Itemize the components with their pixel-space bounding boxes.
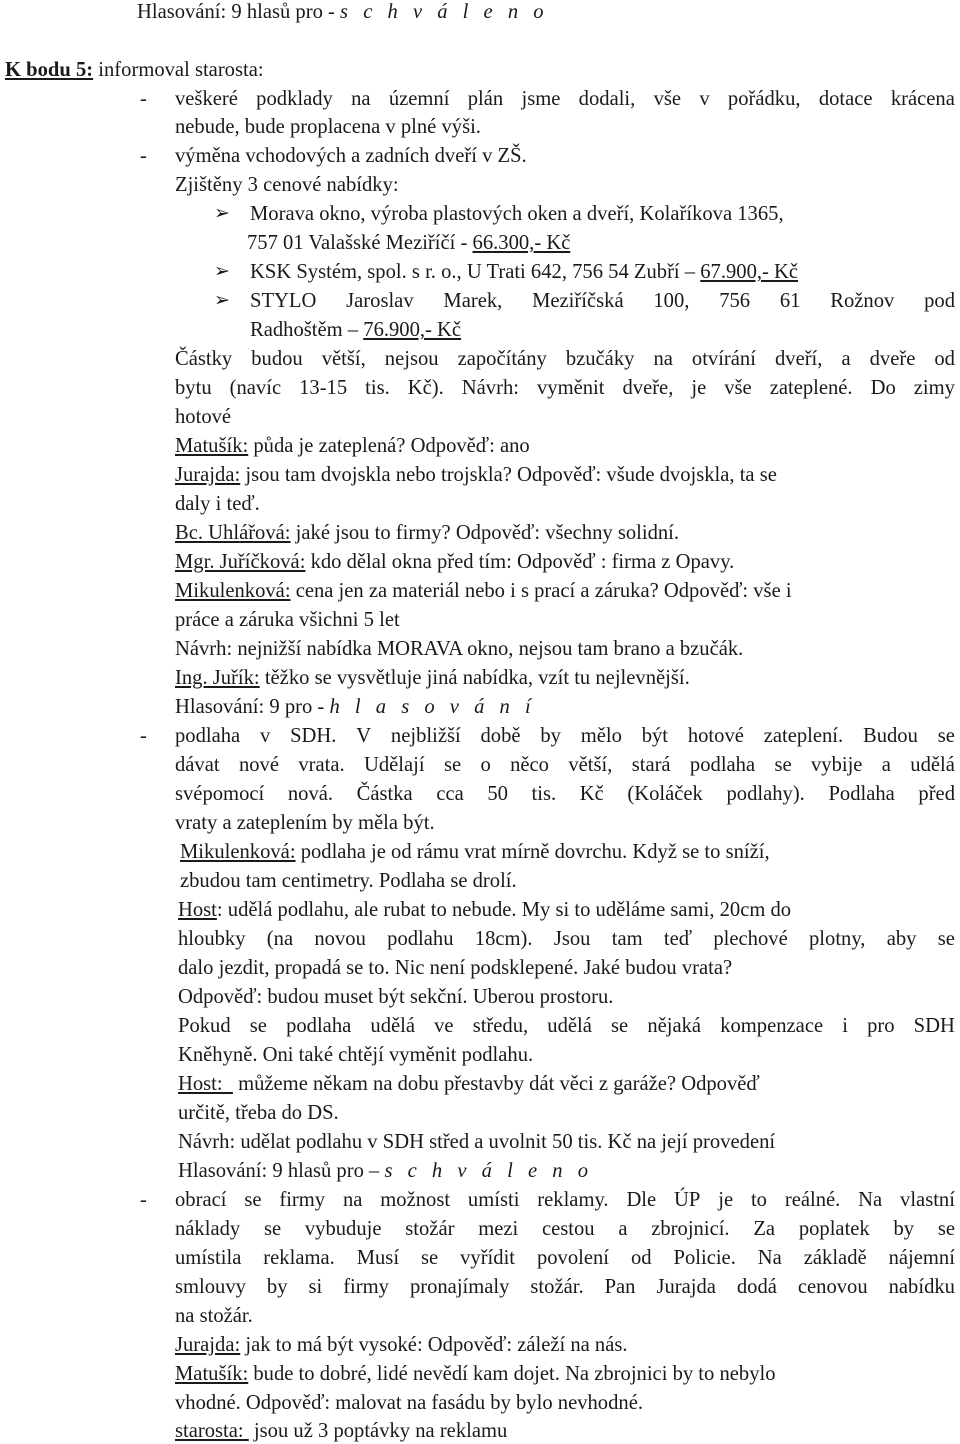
word: V — [356, 725, 372, 747]
word: ÚP — [674, 1189, 701, 1211]
word: Policie. — [673, 1247, 736, 1269]
dialogue-line — [175, 550, 734, 574]
word: mezi — [478, 1218, 519, 1240]
word: vše — [724, 377, 752, 399]
word: udělá — [370, 1015, 415, 1037]
word: smlouvy — [175, 1276, 246, 1298]
dialogue-line — [178, 1072, 955, 1096]
speaker-name: Jurajda: — [175, 464, 241, 486]
line-text: zbudou tam centimetry. Podlaha se drolí. — [180, 870, 517, 892]
word: se — [937, 1218, 955, 1240]
word: svépomocí — [175, 783, 265, 805]
dialogue-line — [175, 521, 679, 545]
word: Rožnov — [830, 290, 895, 312]
word: cenovou — [797, 1276, 868, 1298]
word: nová. — [287, 783, 334, 805]
paragraph-line — [175, 1304, 253, 1328]
line-text: jsou už 3 poptávky na reklamu — [248, 1420, 508, 1442]
word: Musí — [356, 1247, 400, 1269]
word: 756 — [719, 290, 751, 312]
line-text: těžko se vysvětluje jiná nabídka, vzít tu nejlevnější. — [259, 667, 690, 689]
word: zateplené. — [769, 377, 853, 399]
paragraph-line — [178, 956, 732, 980]
word: od — [934, 348, 955, 370]
word: Na — [757, 1247, 782, 1269]
line-text: Návrh: nejnižší nabídka MORAVA okno, nejsou tam brano a bzučák. — [175, 638, 744, 660]
word: (na — [266, 928, 294, 950]
paragraph-line — [178, 1014, 955, 1038]
word: se — [244, 1189, 262, 1211]
word: a — [841, 348, 851, 370]
word: tam — [611, 928, 643, 950]
line-text: vhodné. Odpověď: malovat na fasádu by bylo nevhodné. — [175, 1392, 643, 1414]
paragraph-line — [175, 1391, 643, 1415]
vote-text: Hlasování: 9 hlasů pro – — [178, 1160, 385, 1182]
word: by — [266, 1276, 288, 1298]
word: reálné. — [784, 1189, 841, 1211]
dialogue-line — [175, 463, 955, 487]
word: vybije — [810, 754, 863, 776]
word: STYLO — [250, 290, 317, 312]
word: Udělají — [363, 754, 425, 776]
line-text: Radhoštěm – — [250, 319, 364, 341]
word: Za — [753, 1218, 776, 1240]
word: bytu — [175, 377, 212, 399]
line-text: jsou tam dvojskla nebo trojskla? Odpověď: všude dvojskla, ta se — [240, 464, 777, 486]
offer-price: 66.300,- Kč — [472, 232, 571, 254]
word: plán — [467, 88, 504, 110]
offer-price: 67.900,- Kč — [700, 261, 799, 283]
paragraph-line — [175, 347, 955, 371]
bullet-dash: - — [140, 725, 147, 747]
word: Jaroslav — [346, 290, 414, 312]
line-text: výměna vchodových a zadních dveří v ZŠ. — [175, 145, 527, 167]
dialogue-line — [175, 579, 955, 603]
word: ve — [434, 1015, 454, 1037]
word: nejbližší — [390, 725, 461, 747]
paragraph-line — [175, 173, 399, 197]
word: zbrojnicí. — [651, 1218, 730, 1240]
word: Pan — [604, 1276, 636, 1298]
word: 13-15 — [299, 377, 348, 399]
word: zateplení. — [763, 725, 844, 747]
section-heading — [5, 58, 264, 82]
word: vše — [653, 88, 682, 110]
word: budou — [251, 348, 303, 370]
speaker-name: Host — [178, 899, 217, 921]
word: hloubky — [178, 928, 246, 950]
word: se — [263, 1218, 282, 1240]
word: obrací — [175, 1189, 227, 1211]
word: nabídku — [888, 1276, 955, 1298]
word: je — [718, 1189, 734, 1211]
speaker-name: Mikulenková: — [180, 841, 296, 863]
word: se — [249, 1015, 267, 1037]
line-text: cena jen za materiál nebo i s prací a záruka? Odpověď: vše i — [290, 580, 792, 602]
word: stará — [631, 754, 671, 776]
line-text: práce a záruka všichni 5 let — [175, 609, 400, 631]
word: cestou — [541, 1218, 595, 1240]
offer-line — [250, 318, 461, 342]
word: být — [641, 725, 669, 747]
line-text: vraty a zateplením by měla být. — [175, 812, 435, 834]
word: dávat — [175, 754, 220, 776]
word: stožár — [405, 1218, 455, 1240]
word: se — [421, 1247, 439, 1269]
word: reklama. — [263, 1247, 335, 1269]
word: podlaha — [175, 725, 241, 747]
word: dveří, — [774, 348, 823, 370]
word: Návrh: — [461, 377, 519, 399]
line-text: jaké jsou to firmy? Odpověď: všechny solidní. — [290, 522, 680, 544]
dialogue-line — [180, 840, 955, 864]
word: nájemní — [888, 1247, 955, 1269]
word: středu, — [472, 1015, 529, 1037]
word: pro — [867, 1015, 895, 1037]
word: firmy — [343, 1276, 389, 1298]
word: Meziříčská — [532, 290, 624, 312]
word: něco — [510, 754, 549, 776]
word: se — [774, 754, 792, 776]
word: firmy — [279, 1189, 326, 1211]
line-text: jak to má být vysoké: Odpověď: záleží na nás. — [240, 1334, 628, 1356]
word: Pokud — [178, 1015, 231, 1037]
line-text: daly i teď. — [175, 493, 260, 515]
paragraph-line — [175, 724, 955, 748]
word: Podlaha — [828, 783, 895, 805]
word: podlahy). — [726, 783, 805, 805]
word: dotace — [818, 88, 873, 110]
word: na — [342, 1189, 363, 1211]
word: bzučáky — [565, 348, 635, 370]
line-text: určitě, třeba do DS. — [178, 1102, 339, 1124]
vote-result: s c h v á l e n o — [340, 1, 549, 23]
arrow-bullet-icon: ➢ — [214, 203, 230, 224]
word: jsme — [521, 88, 561, 110]
word: plechové — [713, 928, 788, 950]
paragraph-line — [180, 869, 517, 893]
word: veškeré — [175, 88, 238, 110]
word: větší, — [568, 754, 613, 776]
word: základě — [803, 1247, 867, 1269]
paragraph-line — [175, 753, 955, 777]
paragraph-line — [175, 608, 400, 632]
vote-result: s c h v á l e n o — [384, 1160, 594, 1182]
line-text: podlaha je od rámu vrat mírně dovrchu. Když se to sníží, — [295, 841, 770, 863]
word: na — [351, 88, 371, 110]
paragraph-line — [175, 492, 260, 516]
paragraph-line — [175, 144, 527, 168]
paragraph-line — [178, 1043, 533, 1067]
word: v — [260, 725, 271, 747]
word: se — [937, 928, 955, 950]
speaker-name: Host: — [178, 1073, 233, 1095]
word: si — [308, 1276, 323, 1298]
word: zimy — [913, 377, 955, 399]
word: kompenzace — [720, 1015, 824, 1037]
line-text: dalo jezdit, propadá se to. Nic není podsklepené. Jaké budou vrata? — [178, 957, 733, 979]
word: vrata. — [298, 754, 345, 776]
paragraph-line — [175, 87, 955, 111]
word: cca — [436, 783, 464, 805]
line-text: půda je zateplená? Odpověď: ano — [248, 435, 530, 457]
line-text: : udělá podlahu, ale rubat to nebude. My si to uděláme sami, 20cm do — [216, 899, 792, 921]
word: se — [611, 1015, 629, 1037]
paragraph-line — [178, 985, 613, 1009]
word: vyměnit — [536, 377, 605, 399]
arrow-bullet-icon: ➢ — [214, 290, 230, 311]
bullet-dash: - — [140, 1189, 147, 1211]
word: umístila — [175, 1247, 242, 1269]
paragraph-line — [175, 811, 435, 835]
paragraph-line — [175, 1246, 955, 1270]
line-text: Zjištěny 3 cenové nabídky: — [175, 174, 399, 196]
word: dveře, — [622, 377, 674, 399]
word: hotové — [687, 725, 744, 747]
line-text: kdo dělal okna před tím: Odpověď : firma z Opavy. — [305, 551, 735, 573]
word: 100, — [653, 290, 690, 312]
word: pořádku, — [727, 88, 801, 110]
speaker-name: Matušík: — [175, 1363, 249, 1385]
word: udělá — [547, 1015, 592, 1037]
word: pronajímaly — [409, 1276, 510, 1298]
word: větší, — [321, 348, 366, 370]
word: tis. — [531, 783, 557, 805]
speaker-name: Matušík: — [175, 435, 249, 457]
arrow-bullet-icon: ➢ — [214, 261, 230, 282]
bullet-dash: - — [140, 88, 147, 110]
dialogue-line — [178, 898, 955, 922]
word: novou — [314, 928, 366, 950]
word: se — [937, 725, 955, 747]
line-text: na stožár. — [175, 1305, 253, 1327]
section-label: K bodu 5: — [5, 59, 94, 81]
word: 18cm). — [474, 928, 533, 950]
paragraph-line — [178, 1130, 775, 1154]
paragraph-line — [175, 782, 955, 806]
paragraph-line — [178, 927, 955, 951]
word: tis. — [365, 377, 390, 399]
vote-result: h l a s o v á n í — [329, 696, 536, 718]
word: podlaha — [689, 754, 756, 776]
word: podklady — [256, 88, 333, 110]
word: stožár. — [530, 1276, 584, 1298]
word: územní — [388, 88, 450, 110]
word: vlastní — [900, 1189, 955, 1211]
word: otvírání — [691, 348, 756, 370]
line-text: nebude, bude proplacena v plné výši. — [175, 116, 481, 138]
word: umísti — [467, 1189, 520, 1211]
word: 61 — [779, 290, 801, 312]
word: to — [750, 1189, 767, 1211]
word: a — [881, 754, 891, 776]
word: Dle — [626, 1189, 657, 1211]
word: na — [653, 348, 673, 370]
word: plotny, — [809, 928, 866, 950]
word: se — [443, 754, 462, 776]
line-text: Kněhyně. Oni také chtějí vyměnit podlahu. — [178, 1044, 534, 1066]
word: aby — [886, 928, 917, 950]
word: v — [699, 88, 710, 110]
word: před — [918, 783, 955, 805]
word: vyřídit — [460, 1247, 516, 1269]
line-text: KSK Systém, spol. s r. o., U Trati 642, 756 54 Zubří – — [250, 261, 701, 283]
word: reklamy. — [537, 1189, 609, 1211]
line-text: Morava okno, výroba plastových oken a dveří, Kolaříkova 1365, — [250, 203, 784, 225]
bullet-dash: - — [140, 145, 147, 167]
word: je — [691, 377, 707, 399]
section-intro: informoval starosta: — [93, 59, 264, 81]
word: mělo — [580, 725, 622, 747]
word: podlahu — [387, 928, 454, 950]
paragraph-line — [175, 1188, 955, 1212]
dialogue-line — [175, 666, 690, 690]
word: dodali, — [578, 88, 636, 110]
vote-result-line — [178, 1159, 593, 1183]
word: nejsou — [384, 348, 439, 370]
word: započítány — [457, 348, 547, 370]
dialogue-line — [175, 1333, 628, 1357]
offer-line — [250, 289, 955, 313]
vote-text: Hlasování: 9 pro - — [175, 696, 330, 718]
word: (Koláček — [627, 783, 703, 805]
paragraph-line — [175, 637, 743, 661]
dialogue-line — [175, 434, 530, 458]
word: Marek, — [443, 290, 503, 312]
word: Kč — [579, 783, 604, 805]
vote-result-line — [137, 0, 549, 24]
dialogue-line — [175, 1419, 507, 1443]
word: krácena — [890, 88, 955, 110]
word: SDH — [913, 1015, 955, 1037]
word: nějaká — [647, 1015, 702, 1037]
paragraph-line — [178, 1101, 339, 1125]
dialogue-line — [175, 1362, 955, 1386]
word: možnost — [380, 1189, 451, 1211]
paragraph-line — [175, 1275, 955, 1299]
line-text: hotové — [175, 406, 232, 428]
vote-text: Hlasování: 9 hlasů pro - — [137, 1, 341, 23]
line-text: Odpověď: budou muset být sekční. Uberou prostoru. — [178, 986, 614, 1008]
word: 50 — [487, 783, 508, 805]
vote-result-line — [175, 695, 536, 719]
word: Budou — [862, 725, 918, 747]
word: udělá — [910, 754, 955, 776]
word: a — [618, 1218, 628, 1240]
speaker-name: Mikulenková: — [175, 580, 291, 602]
word: povolení — [536, 1247, 610, 1269]
word: nové — [238, 754, 279, 776]
word: době — [480, 725, 521, 747]
paragraph-line — [175, 1217, 955, 1241]
word: Jsou — [553, 928, 591, 950]
speaker-name: Bc. Uhlářová: — [175, 522, 291, 544]
speaker-name: starosta: — [175, 1420, 249, 1442]
word: Částka — [356, 783, 413, 805]
word: od — [630, 1247, 652, 1269]
word: Kč). — [407, 377, 444, 399]
word: Jurajda — [656, 1276, 716, 1298]
speaker-name: Mgr. Juříčková: — [175, 551, 306, 573]
line-text: můžeme někam na dobu přestavby dát věci z garáže? Odpověď — [232, 1073, 760, 1095]
word: by — [893, 1218, 915, 1240]
offer-line — [247, 231, 570, 255]
offer-line — [250, 202, 784, 226]
offer-line — [250, 260, 798, 284]
line-text: Návrh: udělat podlahu v SDH střed a uvolnit 50 tis. Kč na její provedení — [178, 1131, 776, 1153]
word: teď — [663, 928, 693, 950]
word: SDH. — [290, 725, 337, 747]
word: i — [842, 1015, 848, 1037]
paragraph-line — [175, 405, 231, 429]
word: podlaha — [286, 1015, 352, 1037]
speaker-name: Jurajda: — [175, 1334, 241, 1356]
word: pod — [924, 290, 955, 312]
word: (navíc — [229, 377, 282, 399]
word: dveře — [869, 348, 916, 370]
word: vybuduje — [304, 1218, 382, 1240]
word: poplatek — [798, 1218, 870, 1240]
word: dodá — [736, 1276, 777, 1298]
offer-price: 76.900,- Kč — [363, 319, 462, 341]
speaker-name: Ing. Juřík: — [175, 667, 260, 689]
paragraph-line — [175, 115, 481, 139]
word: by — [540, 725, 561, 747]
word: náklady — [175, 1218, 241, 1240]
word: Částky — [175, 348, 233, 370]
line-text: 757 01 Valašské Meziříčí - — [247, 232, 473, 254]
paragraph-line — [175, 376, 955, 400]
word: Na — [858, 1189, 883, 1211]
word: o — [480, 754, 491, 776]
line-text: bude to dobré, lidé nevědí kam dojet. Na zbrojnici by to nebylo — [248, 1363, 776, 1385]
word: Do — [870, 377, 896, 399]
